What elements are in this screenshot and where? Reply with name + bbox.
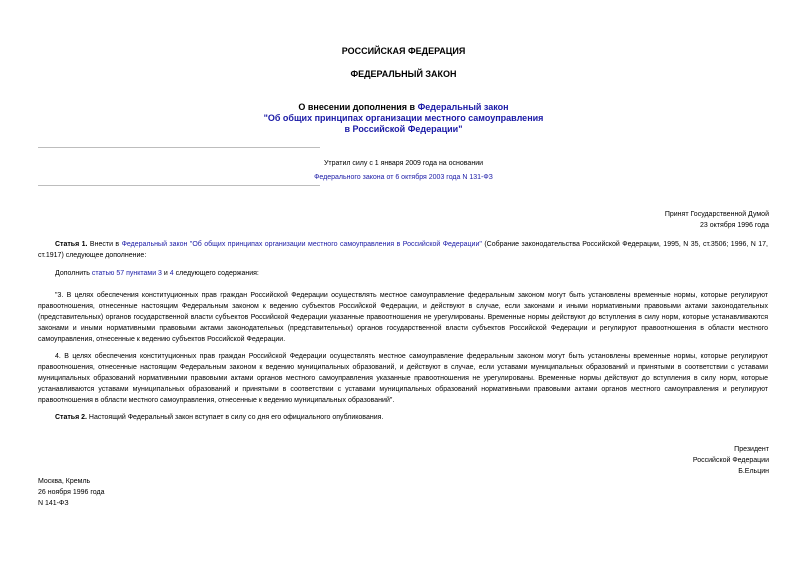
article-2-label: Статья 2. — [55, 414, 87, 421]
status-note-line1: Утратил силу с 1 января 2009 года на основании — [323, 160, 484, 167]
signature-name: Б.Ельцин — [738, 468, 769, 475]
doc-type-heading: ФЕДЕРАЛЬНЫЙ ЗАКОН — [350, 69, 457, 79]
article-1 — [38, 239, 768, 261]
adoption-info — [665, 209, 769, 231]
footer-date: 26 ноября 1996 года — [38, 489, 105, 496]
point-3-text: "3. В целях обеспечения конституционных прав граждан Российской Федерации осуществлять местное самоуправление федеральным законом могут быть установлены временные нормы, которые регулируют правоотношения, отнесенные настоящим Федеральным законом к ведению субъектов Российской Федерации, и действуют в случае, если законами и иными нормативными правовыми актами законодательных (представительных) органов государственной власти субъектов Российской Федерации указанные правоотношения не урегулированы. Временные нормы действуют до вступления в силу норм, которые устанавливаются законами и иными нормативными правовыми актами законодательных (представительных) органов государственной власти субъектов Российской Федерации и регулируют правоотношения в области местного самоуправления, отнесенные к ведению субъектов Российской Федерации. — [38, 292, 768, 343]
point-3-link[interactable]: пунктами 3 — [126, 270, 162, 277]
divider-bottom — [38, 185, 320, 186]
adoption-line1: Принят Государственной Думой — [664, 211, 769, 218]
signature-title: Президент — [734, 446, 769, 453]
point-4-link[interactable]: 4 — [169, 270, 174, 277]
article-1-label: Статья 1. — [55, 241, 88, 248]
supplement-text-a: Дополнить — [55, 270, 92, 277]
article-2-text: Настоящий Федеральный закон вступает в силу со дня его официального опубликования. — [86, 414, 384, 421]
signature-country: Российской Федерации — [692, 457, 769, 464]
footer-number: N 141-ФЗ — [38, 500, 69, 507]
law-title-line1 — [0, 102, 807, 113]
amended-law-link[interactable]: Федеральный закон "Об общих принципах организации местного самоуправления в Российской Федерации" — [121, 241, 482, 248]
law-title-prefix: О внесении дополнения в — [298, 102, 418, 112]
law-title — [0, 102, 807, 135]
adoption-date: 23 октября 1996 года — [700, 222, 769, 229]
footer-place: Москва, Кремль — [38, 478, 91, 485]
article-2 — [38, 412, 768, 423]
repealing-law-link[interactable]: Федерального закона от 6 октября 2003 года N 131-ФЗ — [314, 174, 493, 181]
article-1-text-b: (Собрание законодательства Российской Федерации, 1995, N 35, ст.3506; 1996, N 17, ст.1917) следующее дополнение: — [38, 241, 769, 259]
law-title-line3[interactable]: в Российской Федерации" — [344, 124, 463, 134]
status-note — [0, 158, 807, 183]
article-1-text-a: Внести в — [87, 241, 122, 248]
point-4-text: 4. В целях обеспечения конституционных прав граждан Российской Федерации осуществлять местное самоуправление федеральным законом могут быть установлены временные нормы, которые регулируют правоотношения, отнесенные настоящим Федеральным законом к ведению муниципальных образований, и действуют в случае, если уставами муниципальных образований и принятыми в соответствии с уставами муниципальных образований нормативными правовыми актами органов местного самоуправления указанные правоотношения не урегулированы. Временные нормы действуют до вступления в силу норм, которые устанавливаются уставами муниципальных образований и принятыми в соответствии с уставами муниципальных образований нормативными правовыми актами органов местного самоуправления и регулируют правоотношения в области местного самоуправления, отнесенные к ведению муниципальных образований". — [38, 353, 768, 404]
supplement-text-d: следующего содержания: — [173, 270, 259, 277]
country-heading: РОССИЙСКАЯ ФЕДЕРАЦИЯ — [341, 46, 466, 56]
federal-law-link[interactable]: Федеральный закон — [417, 102, 509, 112]
signature-block — [693, 444, 769, 477]
divider-top — [38, 147, 320, 148]
article-57-link[interactable]: статью 57 — [91, 270, 125, 277]
supplement-paragraph — [38, 268, 768, 279]
supplement-text-c: и — [161, 270, 170, 277]
footer-block — [38, 476, 104, 509]
law-title-line2[interactable]: "Об общих принципах организации местного самоуправления — [263, 113, 544, 123]
